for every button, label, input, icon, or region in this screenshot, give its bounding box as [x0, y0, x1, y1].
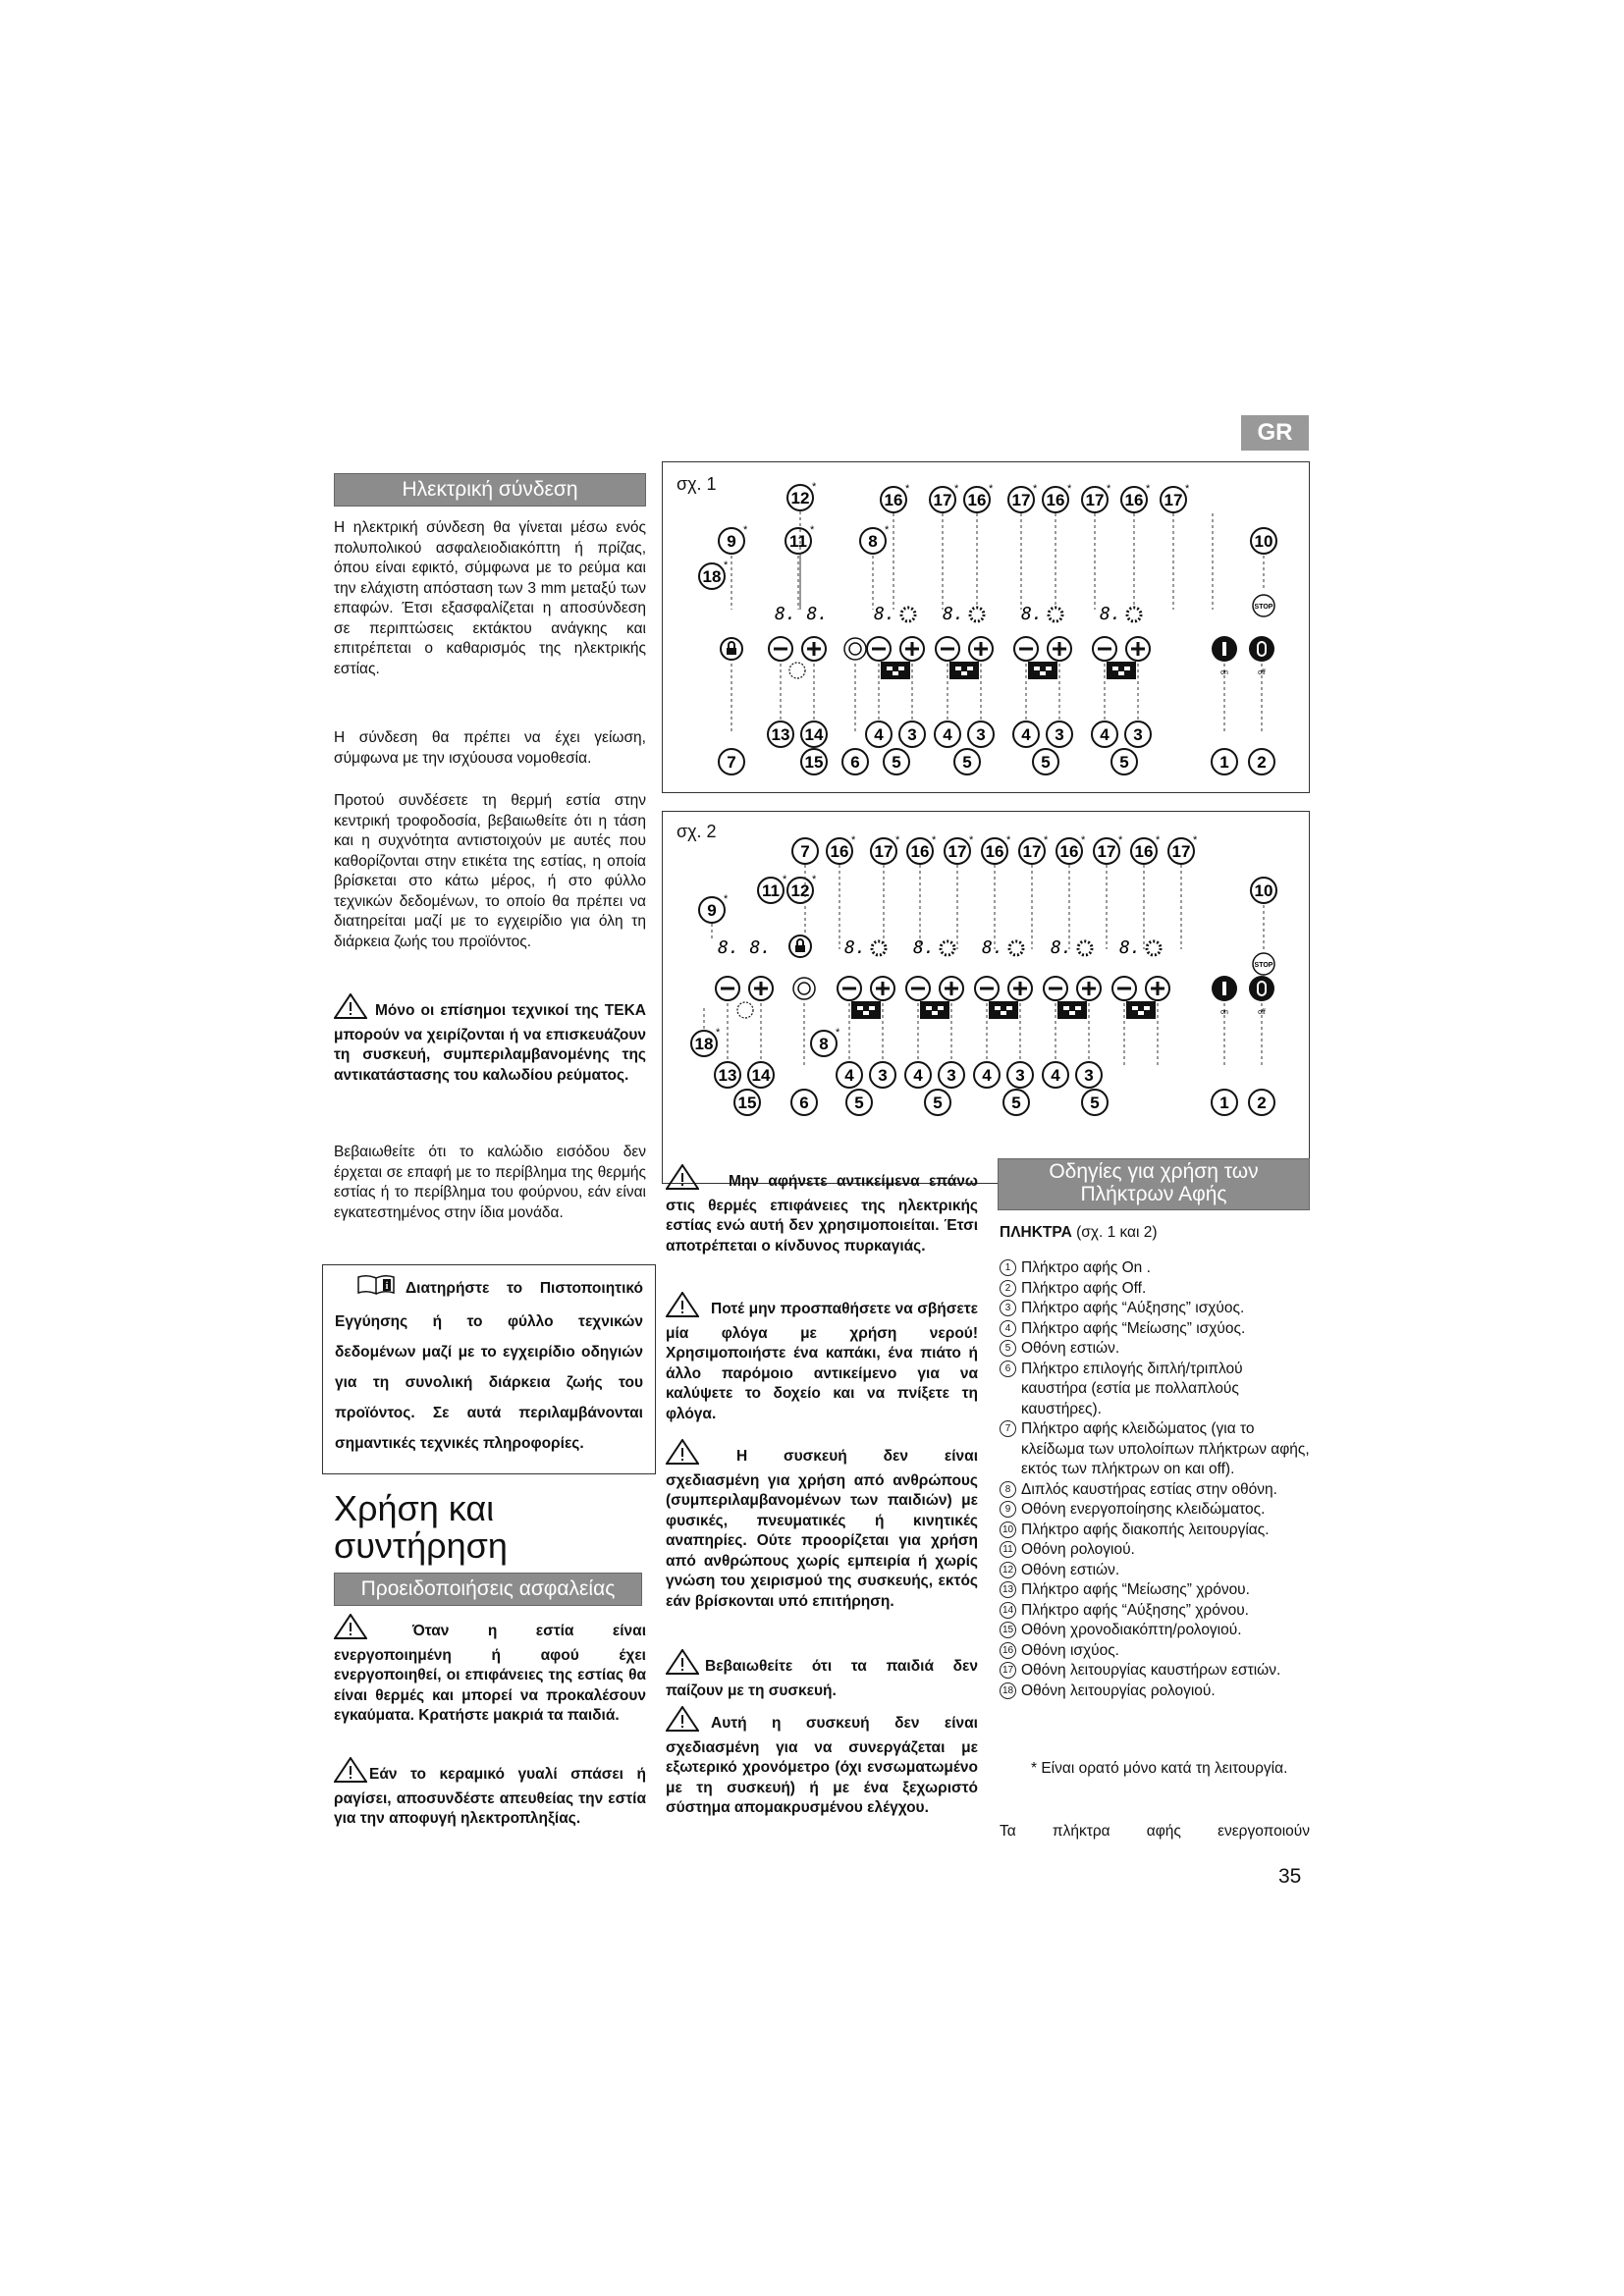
cooking-zone-icon: [1034, 667, 1040, 670]
heading-safety-warnings: Προειδοποιήσεις ασφαλείας: [334, 1573, 642, 1606]
cooking-zone-icon: [1057, 1001, 1087, 1019]
callout-number: 14: [751, 1066, 771, 1085]
plus-key-icon: [1019, 982, 1022, 995]
cooking-zone-icon: [1144, 1006, 1150, 1010]
paragraph-connection: Η ηλεκτρική σύνδεση θα γίνεται μέσω ενός πολυπολικού ασφαλειοδιακόπτη ή πρίζας, όπου είναι εφικτό, σύμφωνα με το ρεύμα και την ελάχιστη απόσταση των 3 mm μεταξύ των επαφών. Έτσι εξασφαλίζεται η αποσύνδεση σε περιπτώσεις εκτάκτου ανάγκης και επιτρέπεται ο καθαρισμός της ηλεκτρικής εστίας.: [334, 519, 646, 677]
warning-children: Βεβαιωθείτε ότι τα παιδιά δεν παίζουν με τη συσκευή.: [666, 1649, 978, 1701]
callout-asterisk: *: [1185, 483, 1190, 495]
key-legend-item: [1000, 1540, 1310, 1561]
callout-number: 14: [804, 725, 824, 744]
callout-number: 3: [1133, 725, 1143, 744]
warning-objects-on-surface: Μην αφήνετε αντικείμενα επάνω στις θερμές επιφάνειες της ηλεκτρικής εστίας ενώ αυτή δεν χρησιμοποιείται. Έτσι αποτρέπεται ο κίνδυνος πυρκαγιάς.: [666, 1164, 978, 1256]
cooking-zone-icon: [863, 1011, 869, 1015]
key-number-badge: 1: [1000, 1259, 1016, 1276]
on-key-icon: [1222, 642, 1226, 656]
minus-key-icon: [842, 988, 856, 990]
warning-icon: [334, 993, 367, 1026]
key-description: Οθόνη λειτουργίας καυστήρων εστιών.: [1021, 1662, 1281, 1679]
key-description: Οθόνη ισχύος.: [1021, 1641, 1119, 1659]
key-legend-item: [1000, 1339, 1310, 1360]
callout-asterisk: *: [1067, 483, 1072, 495]
stop-key-label: STOP: [1254, 962, 1273, 969]
display-digit: 8. 8.: [718, 937, 772, 958]
key-description: Πλήκτρο επιλογής διπλή/τριπλού καυστήρα (εστία με πολλαπλούς καυστήρες).: [1021, 1360, 1243, 1417]
display-digit: 8.: [913, 937, 935, 958]
warning-icon: [334, 1614, 367, 1646]
title-use-maintenance-line2: συντήρηση: [334, 1525, 508, 1566]
callout-number: 15: [737, 1094, 757, 1112]
callout-asterisk: *: [812, 874, 817, 885]
callout-number: 5: [1090, 1094, 1100, 1112]
key-number-badge: 8: [1000, 1481, 1016, 1498]
paragraph-touch-keys-activate: Τα πλήκτρα αφής ενεργοποιούν: [1000, 1823, 1310, 1840]
callout-asterisk: *: [1118, 834, 1123, 846]
cooking-zone-icon: [893, 671, 898, 675]
callout-asterisk: *: [954, 483, 959, 495]
callout-number: 17: [1171, 842, 1191, 861]
cooking-zone-icon: [995, 1006, 1001, 1010]
callout-number: 12: [790, 489, 810, 507]
key-number-badge: 12: [1000, 1562, 1016, 1578]
key-description: Πλήκτρο αφής Off.: [1021, 1279, 1147, 1297]
key-description: Πλήκτρο αφής διακοπής λειτουργίας.: [1021, 1521, 1270, 1538]
callout-asterisk: *: [724, 893, 729, 905]
key-description: Πλήκτρο αφής “Μείωσης” χρόνου.: [1021, 1581, 1250, 1598]
cooking-zone-icon: [961, 671, 967, 675]
callout-number: 17: [1097, 842, 1116, 861]
key-description: Οθόνη λειτουργίας ρολογιού.: [1021, 1682, 1216, 1699]
warning-icon: [334, 1757, 367, 1789]
key-legend-item: [1000, 1521, 1310, 1541]
warranty-box: i Διατηρήστε το Πιστοποιητικό Εγγύησης ή το φύλλο τεχνικών δεδομένων μαζί με το εγχειρίδιο οδηγιών για τη συνολική διάρκεια ζωής του προϊόντος. Σε αυτά περιλαμβάνονται σημαντικές τεχνικές πληροφορίες.: [322, 1264, 656, 1474]
callout-number: 3: [976, 725, 986, 744]
callout-number: 16: [967, 491, 987, 509]
cooking-zone-icon: [1126, 1001, 1156, 1019]
key-description: Οθόνη ενεργοποίησης κλειδώματος.: [1021, 1501, 1266, 1518]
callout-number: 16: [830, 842, 849, 861]
figure-2-label: σχ. 2: [677, 822, 717, 841]
callout-asterisk: *: [989, 483, 994, 495]
callout-number: 13: [771, 725, 790, 744]
callout-number: 1: [1219, 753, 1229, 772]
language-badge: GR: [1241, 415, 1309, 451]
minus-key-icon: [941, 648, 954, 651]
callout-number: 9: [727, 532, 736, 551]
burner-indicator-icon: [872, 941, 886, 955]
callout-number: 16: [985, 842, 1004, 861]
callout-asterisk: *: [1107, 483, 1111, 495]
key-number-badge: 17: [1000, 1662, 1016, 1679]
callout-number: 10: [1254, 881, 1273, 900]
burner-indicator-icon: [1009, 941, 1023, 955]
callout-number: 6: [799, 1094, 809, 1112]
key-description: Πλήκτρο αφής On .: [1021, 1259, 1151, 1276]
plus-key-icon: [1157, 982, 1160, 995]
cooking-zone-icon: [857, 1006, 863, 1010]
callout-number: 4: [874, 725, 884, 744]
callout-asterisk: *: [836, 1027, 840, 1039]
key-legend-item: [1000, 1299, 1310, 1319]
callout-number: 5: [1119, 753, 1129, 772]
key-legend-item: [1000, 1580, 1310, 1601]
cooking-zone-icon: [1028, 662, 1057, 679]
warning-broken-glass: Εάν το κεραμικό γυαλί σπάσει ή ραγίσει, αποσυνδέστε απευθείας την εστία για την αποφυγή ηλεκτροπληξίας.: [334, 1757, 646, 1830]
display-digit: 8.: [1051, 937, 1072, 958]
cooking-zone-icon: [1132, 1006, 1138, 1010]
display-digit: 8.: [844, 937, 866, 958]
key-description: Οθόνη χρονοδιακόπτη/ρολογιού.: [1021, 1622, 1242, 1638]
figure-2-control-panel: [662, 811, 1310, 1184]
display-digit: 8.: [1100, 604, 1121, 624]
callout-number: 8: [819, 1035, 829, 1053]
cooking-zone-icon: [1006, 1006, 1012, 1010]
minus-key-icon: [1117, 988, 1131, 990]
minus-key-icon: [721, 988, 734, 990]
cooking-zone-icon: [949, 662, 979, 679]
display-digit: 8.: [982, 937, 1003, 958]
clock-indicator-icon: [737, 1002, 753, 1018]
plus-key-icon: [950, 982, 953, 995]
manual-info-icon: [356, 1274, 398, 1307]
off-key-icon: [1249, 976, 1274, 1001]
callout-number: 5: [1041, 753, 1051, 772]
callout-asterisk: *: [932, 834, 937, 846]
warning-icon: [666, 1439, 699, 1471]
key-number-badge: 5: [1000, 1340, 1016, 1357]
callout-number: 3: [1055, 725, 1064, 744]
key-legend-item: [1000, 1601, 1310, 1622]
cooking-zone-icon: [881, 662, 910, 679]
callout-number: 18: [694, 1035, 714, 1053]
cooking-zone-icon: [851, 1001, 881, 1019]
callout-number: 3: [947, 1066, 956, 1085]
key-legend-item: [1000, 1319, 1310, 1340]
callout-number: 10: [1254, 532, 1273, 551]
lock-key-icon: [795, 945, 805, 952]
callout-asterisk: *: [783, 874, 787, 885]
callout-number: 17: [947, 842, 967, 861]
figure-1-diagram: [663, 462, 1309, 792]
callout-number: 13: [718, 1066, 737, 1085]
key-number-badge: 14: [1000, 1602, 1016, 1619]
cooking-zone-icon: [1118, 671, 1124, 675]
warning-hot-surfaces: Όταν η εστία είναι ενεργοποιημένη ή αφού έχει ενεργοποιηθεί, οι επιφάνειες της εστίας θα είναι θερμές και μπορεί να προκαλέσουν εγκαύματα. Κρατήστε μακριά τα παιδιά.: [334, 1614, 646, 1727]
plus-key-icon: [980, 642, 983, 656]
key-number-badge: 13: [1000, 1581, 1016, 1598]
cooking-zone-icon: [869, 1006, 875, 1010]
callout-number: 5: [962, 753, 972, 772]
key-number-badge: 11: [1000, 1541, 1016, 1558]
cooking-zone-icon: [1046, 667, 1052, 670]
warning-icon: [666, 1649, 699, 1682]
key-legend-item: [1000, 1500, 1310, 1521]
warning-icon: [666, 1706, 699, 1738]
warning-teka-technicians: Μόνο οι επίσημοι τεχνικοί της TEKA μπορούν να χειρίζονται ή να επισκευάζουν τη συσκευή, συμπεριλαμβανομένης της αντικατάστασης του καλωδίου ρεύματος.: [334, 993, 646, 1086]
paragraph-voltage-check: Προτού συνδέσετε τη θερμή εστία στην κεντρική τροφοδοσία, βεβαιωθείτε ότι η τάση και η συχνότητα αντιστοιχούν με αυτές που καθορίζονται στην ετικέτα της εστίας, η οποία βρίσκεται στο κάτω μέρος, ή στο φύλλο τεχνικών δεδομένων, το οποίο θα πρέπει να διατηρείται μαζί με το εγχειρίδιο για όλη τη διάρκεια ζωής του προϊόντος.: [334, 792, 646, 950]
key-description: Πλήκτρο αφής κλειδώματος (για το κλείδωμα των υπολοίπων πλήκτρων αφής, εκτός των πλήκτρων on και off).: [1021, 1420, 1310, 1477]
callout-asterisk: *: [716, 1027, 721, 1039]
callout-number: 5: [854, 1094, 864, 1112]
callout-asterisk: *: [905, 483, 910, 495]
paragraph-cable: Βεβαιωθείτε ότι το καλώδιο εισόδου δεν έρχεται σε επαφή με το περίβλημα της θερμής εστίας ή το περίβλημα του φούρνου, εάν είναι εγκατεστημένος στην ίδια μονάδα.: [334, 1144, 646, 1221]
heading-touch-keys: Οδηγίες για χρήση των Πλήκτρων Αφής: [998, 1158, 1310, 1210]
display-digit: 8. 8.: [775, 604, 829, 624]
warning-icon: [666, 1292, 699, 1324]
cooking-zone-icon: [932, 1011, 938, 1015]
callout-number: 16: [1124, 491, 1144, 509]
key-caption: off: [1258, 669, 1266, 676]
callout-number: 4: [943, 725, 952, 744]
key-description: Πλήκτρο αφής “Αύξησης” χρόνου.: [1021, 1601, 1249, 1619]
cooking-zone-icon: [887, 667, 893, 670]
key-description: Οθόνη εστιών.: [1021, 1340, 1120, 1357]
display-digit: 8.: [1119, 937, 1141, 958]
cooking-zone-icon: [967, 667, 973, 670]
callout-number: 16: [1046, 491, 1065, 509]
key-legend-item: [1000, 1561, 1310, 1581]
burner-indicator-icon: [1147, 941, 1161, 955]
callout-number: 5: [892, 753, 901, 772]
minus-key-icon: [872, 648, 886, 651]
burner-indicator-icon: [1078, 941, 1092, 955]
cooking-zone-icon: [1069, 1011, 1075, 1015]
callout-asterisk: *: [1146, 483, 1151, 495]
clock-indicator-icon: [789, 663, 805, 678]
callout-number: 2: [1257, 1094, 1267, 1112]
callout-asterisk: *: [1006, 834, 1011, 846]
minus-key-icon: [911, 988, 925, 990]
callout-number: 7: [727, 753, 736, 772]
callout-number: 17: [1011, 491, 1031, 509]
display-digit: 8.: [1021, 604, 1043, 624]
key-caption: on: [1220, 669, 1228, 676]
callout-asterisk: *: [1081, 834, 1086, 846]
callout-asterisk: *: [969, 834, 974, 846]
callout-asterisk: *: [724, 560, 729, 571]
callout-number: 17: [874, 842, 893, 861]
cooking-zone-icon: [989, 1001, 1018, 1019]
key-legend-item: [1000, 1641, 1310, 1662]
plus-key-icon: [813, 642, 816, 656]
keys-legend-list: [1000, 1258, 1310, 1701]
callout-number: 4: [982, 1066, 992, 1085]
cooking-zone-icon: [1112, 667, 1118, 670]
key-description: Οθόνη ρολογιού.: [1021, 1541, 1135, 1558]
cooking-zone-icon: [1138, 1011, 1144, 1015]
key-legend-item: [1000, 1279, 1310, 1300]
callout-number: 8: [868, 532, 878, 551]
callout-number: 3: [1015, 1066, 1025, 1085]
callout-number: 5: [1011, 1094, 1021, 1112]
paragraph-grounding: Η σύνδεση θα πρέπει να έχει γείωση, σύμφωνα με την ισχύουσα νομοθεσία.: [334, 729, 646, 767]
key-legend-item: [1000, 1258, 1310, 1279]
key-number-badge: 10: [1000, 1522, 1016, 1538]
callout-number: 18: [702, 567, 722, 586]
dual-zone-key-icon: [798, 983, 810, 994]
callout-number: 9: [707, 901, 717, 920]
callout-number: 3: [878, 1066, 888, 1085]
key-legend-item: [1000, 1621, 1310, 1641]
burner-indicator-icon: [901, 608, 915, 621]
cooking-zone-icon: [898, 667, 904, 670]
title-use-maintenance-line1: Χρήση και: [334, 1488, 495, 1528]
callout-number: 12: [790, 881, 810, 900]
minus-key-icon: [774, 648, 787, 651]
key-description: Οθόνη εστιών.: [1021, 1561, 1120, 1578]
cooking-zone-icon: [1107, 662, 1136, 679]
key-legend-item: [1000, 1682, 1310, 1702]
callout-asterisk: *: [1193, 834, 1198, 846]
plus-key-icon: [882, 982, 885, 995]
cooking-zone-icon: [1063, 1006, 1069, 1010]
cooking-zone-icon: [1001, 1011, 1006, 1015]
cooking-zone-icon: [1124, 667, 1130, 670]
on-key-icon: [1222, 982, 1226, 995]
plus-key-icon: [911, 642, 914, 656]
minus-key-icon: [1049, 988, 1062, 990]
figure-1-control-panel: [662, 461, 1310, 793]
page-number: 35: [1278, 1865, 1302, 1888]
svg-text:i: i: [385, 1281, 389, 1292]
warning-icon: [666, 1164, 699, 1197]
callout-number: 15: [804, 753, 824, 772]
callout-number: 1: [1219, 1094, 1229, 1112]
callout-number: 4: [844, 1066, 854, 1085]
cooking-zone-icon: [926, 1006, 932, 1010]
key-description: Διπλός καυστήρας εστίας στην οθόνη.: [1021, 1480, 1277, 1498]
callout-number: 2: [1257, 753, 1267, 772]
plus-key-icon: [1137, 642, 1140, 656]
key-number-badge: 2: [1000, 1280, 1016, 1297]
key-caption: off: [1258, 1009, 1266, 1016]
callout-number: 4: [1100, 725, 1110, 744]
key-caption: on: [1220, 1009, 1228, 1016]
cooking-zone-icon: [920, 1001, 949, 1019]
display-digit: 8.: [943, 604, 964, 624]
key-legend-item: [1000, 1360, 1310, 1420]
callout-asterisk: *: [1033, 483, 1038, 495]
warning-persons-disabilities: Η συσκευή δεν είναι σχεδιασμένη για χρήση από ανθρώπους (συμπεριλαμβανομένων των παιδιών) με φυσικές, πνευματικές ή κινητικές αναπηρίες. Ούτε προορίζεται για χρήση από ανθρώπους χωρίς εμπειρία ή χωρίς γνώση του χειρισμού της συσκευής, εκτός εάν βρίσκονται υπό επιτήρηση.: [666, 1439, 978, 1612]
dual-zone-key-icon: [849, 643, 861, 655]
callout-number: 17: [1164, 491, 1183, 509]
minus-key-icon: [1098, 648, 1111, 651]
stop-key-label: STOP: [1254, 604, 1273, 611]
callout-asterisk: *: [743, 524, 748, 536]
callout-number: 16: [1134, 842, 1154, 861]
heading-electrical-connection: Ηλεκτρική σύνδεση: [334, 473, 646, 507]
key-number-badge: 18: [1000, 1682, 1016, 1699]
display-digit: 8.: [874, 604, 895, 624]
cooking-zone-icon: [938, 1006, 944, 1010]
callout-asterisk: *: [851, 834, 856, 846]
callout-asterisk: *: [885, 524, 890, 536]
key-description: Πλήκτρο αφής “Μείωσης” ισχύος.: [1021, 1319, 1246, 1337]
burner-indicator-icon: [970, 608, 984, 621]
keys-title: ΠΛΗΚΤΡΑ (σχ. 1 και 2): [1000, 1224, 1158, 1241]
callout-number: 17: [1022, 842, 1042, 861]
callout-number: 16: [884, 491, 903, 509]
key-legend-item: [1000, 1419, 1310, 1480]
callout-number: 4: [913, 1066, 923, 1085]
key-legend-item: [1000, 1661, 1310, 1682]
plus-key-icon: [1058, 642, 1061, 656]
burner-indicator-icon: [1127, 608, 1141, 621]
callout-number: 4: [1021, 725, 1031, 744]
footnote-visible-only: * Είναι ορατό μόνο κατά τη λειτουργία.: [1031, 1760, 1288, 1777]
key-description: Πλήκτρο αφής “Αύξησης” ισχύος.: [1021, 1300, 1245, 1316]
off-key-icon: [1249, 636, 1274, 662]
callout-number: 7: [800, 842, 810, 861]
warning-external-timer: Αυτή η συσκευή δεν είναι σχεδιασμένη για να συνεργάζεται με εξωτερικό χρονόμετρο (όχι ενσωματωμένο με τη συσκευή) ή με ένα ξεχωριστό σύστημα απομακρυσμένου ελέγχου.: [666, 1706, 978, 1819]
callout-asterisk: *: [1044, 834, 1049, 846]
minus-key-icon: [980, 988, 994, 990]
key-number-badge: 7: [1000, 1420, 1016, 1437]
key-number-badge: 16: [1000, 1642, 1016, 1659]
burner-indicator-icon: [941, 941, 954, 955]
lock-key-icon: [727, 648, 736, 655]
callout-number: 16: [910, 842, 930, 861]
key-number-badge: 9: [1000, 1501, 1016, 1518]
key-number-badge: 6: [1000, 1361, 1016, 1377]
callout-number: 5: [933, 1094, 943, 1112]
callout-number: 11: [789, 532, 807, 551]
callout-asterisk: *: [812, 481, 817, 493]
callout-number: 17: [1085, 491, 1105, 509]
burner-indicator-icon: [1049, 608, 1062, 621]
key-number-badge: 15: [1000, 1622, 1016, 1638]
key-number-badge: 3: [1000, 1300, 1016, 1316]
callout-asterisk: *: [810, 524, 815, 536]
callout-number: 3: [1084, 1066, 1094, 1085]
callout-number: 16: [1059, 842, 1079, 861]
figure-2-diagram: [663, 812, 1309, 1183]
key-legend-item: [1000, 1480, 1310, 1501]
minus-key-icon: [1019, 648, 1033, 651]
cooking-zone-icon: [955, 667, 961, 670]
plus-key-icon: [1088, 982, 1091, 995]
callout-number: 4: [1051, 1066, 1060, 1085]
callout-asterisk: *: [1156, 834, 1161, 846]
callout-number: 11: [762, 881, 780, 900]
callout-asterisk: *: [895, 834, 900, 846]
plus-key-icon: [760, 982, 763, 995]
key-number-badge: 4: [1000, 1320, 1016, 1337]
cooking-zone-icon: [1075, 1006, 1081, 1010]
callout-number: 3: [907, 725, 917, 744]
callout-number: 17: [933, 491, 952, 509]
cooking-zone-icon: [1040, 671, 1046, 675]
warning-water-flame: Ποτέ μην προσπαθήσετε να σβήσετε μία φλόγα με χρήση νερού! Χρησιμοποιήστε ένα καπάκι, ένα πιάτο ή άλλο παρόμοιο αντικείμενο για να καλύψετε το δοχείο και να πνίξετε τη φλόγα.: [666, 1292, 978, 1424]
figure-1-label: σχ. 1: [677, 474, 717, 494]
callout-number: 6: [850, 753, 860, 772]
